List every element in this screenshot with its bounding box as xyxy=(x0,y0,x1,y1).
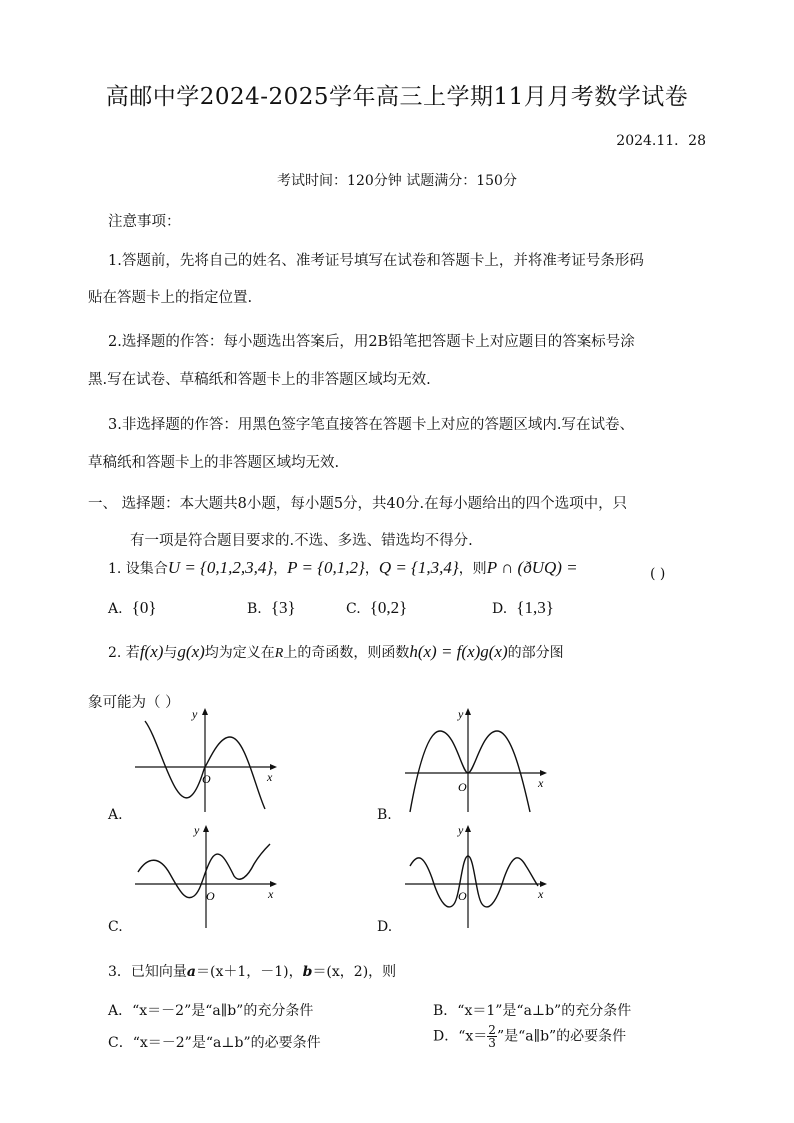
x-label: x xyxy=(538,887,544,901)
notes-heading: 注意事项： xyxy=(108,214,181,230)
q1-expression: P ∩ (ðUQ) = xyxy=(486,558,578,577)
q1-answer-paren: ( ) xyxy=(650,566,666,582)
option-text: “x＝1”是“a⊥b”的充分条件 xyxy=(457,1003,632,1019)
note-1-line-1: 1.答题前，先将自己的姓名、准考证号填写在试卷和答题卡上，并将准考证号条形码 xyxy=(108,253,644,269)
q2-mid2: 上的奇函数，则函数 xyxy=(283,645,410,661)
function-curve xyxy=(410,731,530,812)
option-label: B. xyxy=(247,601,262,617)
note-3-line-2: 草稿纸和答题卡上的非答题区域均无效. xyxy=(88,455,340,471)
q2-line-2: 象可能为（ ） xyxy=(88,695,180,711)
exam-date: 2024.11．28 xyxy=(616,133,706,149)
q2-h: h(x) = f(x)g(x) xyxy=(409,642,508,661)
note-2-line-2: 黑.写在试卷、草稿纸和答题卡上的非答题区域均无效. xyxy=(88,372,431,388)
option-text: “x＝－2”是“a∥b”的充分条件 xyxy=(132,1003,314,1019)
q1-sep: ， xyxy=(364,561,379,577)
q2-mid: 均为定义在 xyxy=(204,645,275,661)
note-2-line-1: 2.选择题的作答：每小题选出答案后，用2B铅笔把答题卡上对应题目的答案标号涂 xyxy=(108,334,635,350)
q1-set-q: Q = {1,3,4} xyxy=(378,558,459,577)
exam-info: 考试时间：120分钟 试题满分：150分 xyxy=(277,173,517,189)
q1-option-b[interactable] xyxy=(247,598,296,618)
x-label: x xyxy=(538,776,544,790)
q1-option-c[interactable] xyxy=(346,598,407,618)
section-1-intro-line-1: 一、 选择题：本大题共8小题，每小题5分，共40分.在每小题给出的四个选项中，只 xyxy=(88,496,628,512)
q2-option-b[interactable]: B. xyxy=(377,807,392,823)
q2-g: g(x) xyxy=(177,642,205,661)
q3-stem-prefix: 3．已知向量 xyxy=(108,964,187,980)
y-axis-arrow-icon xyxy=(465,825,471,832)
q2-graph-d[interactable] xyxy=(400,820,550,932)
option-label: C. xyxy=(346,601,361,617)
q2-r: R xyxy=(274,646,284,661)
question-3-stem xyxy=(108,961,396,981)
q1-prefix: 1. 设集合 xyxy=(108,561,168,577)
option-text: ”是“a∥b”的必要条件 xyxy=(496,1028,627,1045)
q3-option-d[interactable] xyxy=(433,1024,626,1049)
page-title: 高邮中学2024-2025学年高三上学期11月月考数学试卷 xyxy=(105,84,689,110)
vector-a: a xyxy=(186,964,196,980)
y-label: y xyxy=(458,707,464,721)
q2-graph-a[interactable] xyxy=(130,707,280,819)
q2-option-a[interactable]: A. xyxy=(108,807,123,823)
q3-vector-b-def: ＝(x，2)，则 xyxy=(312,964,397,980)
y-axis-arrow-icon xyxy=(465,708,471,715)
y-label: y xyxy=(192,707,198,721)
q1-option-d[interactable] xyxy=(492,598,554,618)
question-2-stem xyxy=(108,642,564,662)
y-axis-arrow-icon xyxy=(202,708,208,715)
q2-option-d[interactable]: D. xyxy=(377,919,393,935)
y-label: y xyxy=(458,823,464,837)
q1-sep: ， xyxy=(273,561,288,577)
q3-option-c[interactable] xyxy=(108,1032,321,1052)
q3-option-a[interactable] xyxy=(108,1000,313,1020)
note-3-line-1: 3.非选择题的作答：用黑色签字笔直接答在答题卡上对应的答题区域内.写在试卷、 xyxy=(108,417,634,433)
option-label: A. xyxy=(108,601,123,617)
option-label: D． xyxy=(433,1028,459,1045)
vector-b: b xyxy=(302,964,313,980)
q3-vector-a-def: ＝(x＋1，－1)， xyxy=(196,964,303,980)
fraction xyxy=(487,1024,497,1049)
q1-option-a[interactable] xyxy=(108,598,156,618)
question-1-stem xyxy=(108,558,578,578)
option-label: D. xyxy=(492,601,508,617)
option-text: “x＝－2”是“a⊥b”的必要条件 xyxy=(132,1035,321,1051)
origin-label: O xyxy=(458,889,467,903)
q2-f: f(x) xyxy=(139,642,164,661)
function-curve xyxy=(138,844,270,898)
q3-option-b[interactable] xyxy=(433,1000,631,1020)
q1-set-p: P = {0,1,2} xyxy=(287,558,365,577)
y-axis-arrow-icon xyxy=(203,825,209,832)
q1-set-u: U = {0,1,2,3,4} xyxy=(167,558,274,577)
y-label: y xyxy=(194,823,200,837)
q2-prefix: 2. 若 xyxy=(108,645,140,661)
option-label: A． xyxy=(108,1003,133,1019)
q1-sep: ，则 xyxy=(458,561,487,577)
fraction-numerator: 2 xyxy=(488,1023,496,1037)
note-1-line-2: 贴在答题卡上的指定位置. xyxy=(88,290,253,306)
section-1-intro-line-2: 有一项是符合题目要求的.不选、多选、错选均不得分. xyxy=(130,533,473,549)
fraction-denominator: 3 xyxy=(488,1036,496,1050)
origin-label: O xyxy=(458,780,467,794)
q2-graph-c[interactable] xyxy=(130,820,280,932)
option-label: C． xyxy=(108,1035,133,1051)
option-label: B． xyxy=(433,1003,458,1019)
option-value: {3} xyxy=(270,598,296,617)
option-text: “x＝ xyxy=(458,1028,488,1045)
q2-option-c[interactable]: C. xyxy=(108,919,123,935)
origin-label: O xyxy=(206,889,215,903)
x-label: x xyxy=(268,887,274,901)
q2-graph-b[interactable] xyxy=(400,707,550,819)
option-value: {0,2} xyxy=(369,598,408,617)
q2-and: 与 xyxy=(163,645,178,661)
x-label: x xyxy=(267,770,273,784)
option-value: {1,3} xyxy=(516,598,554,617)
option-value: {0} xyxy=(131,598,157,617)
function-curve xyxy=(410,856,538,907)
origin-label: O xyxy=(202,772,211,786)
q2-suffix: 的部分图 xyxy=(507,645,564,661)
